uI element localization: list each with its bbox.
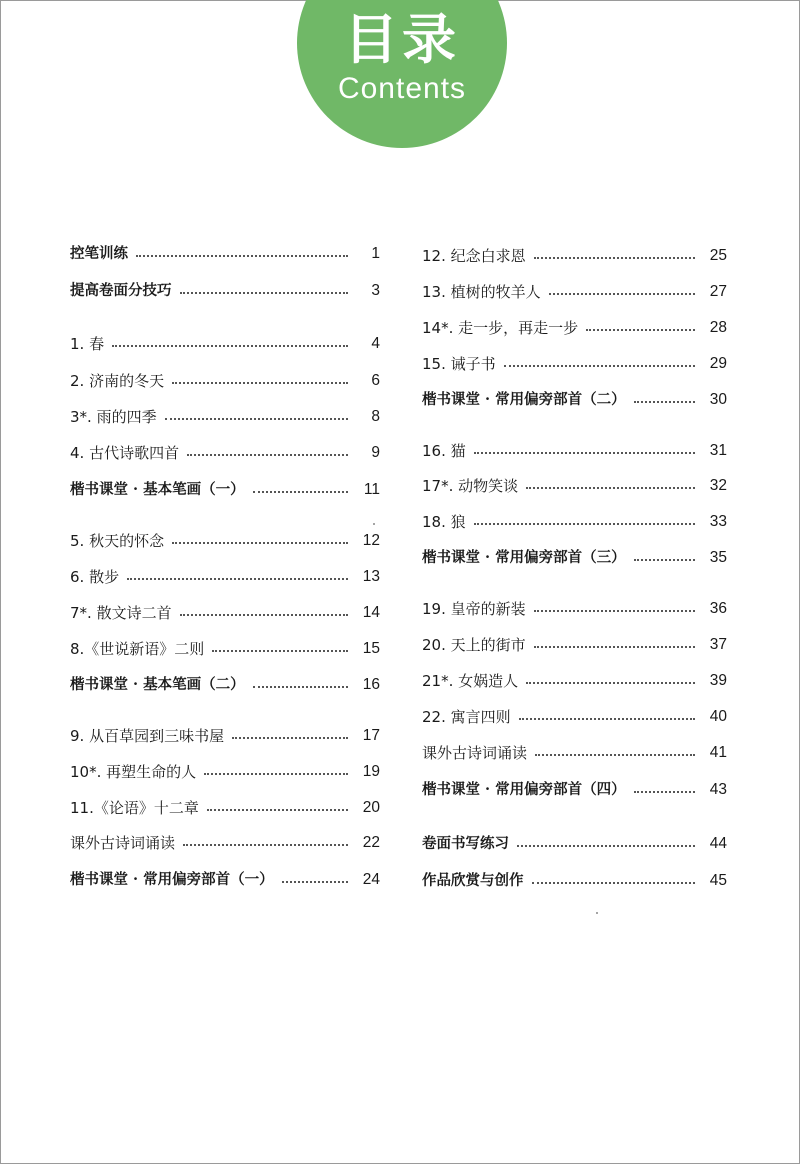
dot-leader bbox=[187, 454, 348, 456]
toc-entry[interactable] bbox=[70, 277, 380, 305]
toc-entry-page-number: 22 bbox=[362, 834, 380, 851]
toc-entry-title: 7*. 散文诗二首 bbox=[70, 604, 172, 622]
toc-entry-page-number: 40 bbox=[709, 708, 727, 725]
toc-entry[interactable] bbox=[70, 599, 380, 627]
dot-leader bbox=[180, 292, 349, 294]
toc-entry-page-number: 12 bbox=[362, 532, 380, 549]
toc-entry[interactable] bbox=[70, 439, 380, 467]
dot-leader bbox=[519, 718, 695, 720]
page-subtitle: Contents bbox=[337, 72, 467, 105]
dot-leader bbox=[534, 257, 695, 259]
toc-entry[interactable] bbox=[422, 314, 727, 342]
toc-entry-title: 2. 济南的冬天 bbox=[70, 372, 165, 390]
toc-entry[interactable] bbox=[422, 867, 727, 895]
toc-entry-page-number: 24 bbox=[362, 871, 380, 888]
toc-entry[interactable] bbox=[70, 367, 380, 395]
toc-entry-title: 10*. 再塑生命的人 bbox=[70, 763, 197, 781]
toc-entry[interactable] bbox=[70, 563, 380, 591]
toc-entry[interactable] bbox=[422, 278, 727, 306]
toc-entry[interactable] bbox=[422, 508, 727, 536]
toc-entry-page-number: 33 bbox=[709, 513, 727, 530]
toc-entry-page-number: 39 bbox=[709, 672, 727, 689]
toc-entry-page-number: 44 bbox=[709, 835, 727, 852]
toc-entry-page-number: 9 bbox=[371, 444, 380, 461]
toc-entry[interactable] bbox=[422, 472, 727, 500]
toc-entry[interactable] bbox=[70, 671, 380, 699]
dot-leader bbox=[634, 401, 695, 403]
toc-entry[interactable] bbox=[70, 794, 380, 822]
dot-leader bbox=[112, 345, 348, 347]
dot-leader bbox=[634, 791, 695, 793]
dot-leader bbox=[526, 487, 695, 489]
toc-entry[interactable] bbox=[422, 631, 727, 659]
page-title: 目录 bbox=[344, 8, 460, 71]
toc-entry-title: 楷书课堂 · 基本笔画（一） bbox=[70, 481, 245, 498]
toc-entry[interactable] bbox=[70, 635, 380, 663]
print-speck bbox=[373, 523, 375, 525]
toc-entry[interactable] bbox=[422, 437, 727, 465]
toc-entry[interactable] bbox=[422, 667, 727, 695]
toc-entry-title: 楷书课堂 · 常用偏旁部首（一） bbox=[70, 871, 274, 888]
toc-entry-page-number: 14 bbox=[362, 604, 380, 621]
toc-entry-title: 12. 纪念白求恩 bbox=[422, 247, 526, 265]
toc-entry-page-number: 28 bbox=[709, 319, 727, 336]
toc-entry-page-number: 8 bbox=[371, 408, 380, 425]
toc-entry-page-number: 36 bbox=[709, 600, 727, 617]
toc-entry[interactable] bbox=[70, 527, 380, 555]
toc-entry-title: 楷书课堂 · 常用偏旁部首（三） bbox=[422, 549, 626, 566]
toc-entry-title: 6. 散步 bbox=[70, 568, 120, 586]
toc-entry-page-number: 35 bbox=[709, 549, 727, 566]
dot-leader bbox=[535, 754, 695, 756]
dot-leader bbox=[204, 773, 348, 775]
toc-entry-page-number: 43 bbox=[709, 781, 727, 798]
toc-entry[interactable] bbox=[422, 386, 727, 414]
toc-entry[interactable] bbox=[70, 829, 380, 857]
toc-entry-title: 1. 春 bbox=[70, 335, 105, 353]
toc-entry[interactable] bbox=[422, 350, 727, 378]
toc-entry-title: 5. 秋天的怀念 bbox=[70, 532, 165, 550]
toc-entry[interactable] bbox=[422, 830, 727, 858]
toc-entry-page-number: 11 bbox=[363, 481, 380, 498]
toc-entry-page-number: 37 bbox=[709, 636, 727, 653]
toc-entry-page-number: 29 bbox=[709, 355, 727, 372]
dot-leader bbox=[253, 686, 348, 688]
toc-entry-page-number: 3 bbox=[371, 282, 380, 299]
toc-entry[interactable] bbox=[70, 330, 380, 358]
toc-entry-title: 18. 狼 bbox=[422, 513, 466, 531]
dot-leader bbox=[586, 329, 695, 331]
toc-entry-title: 21*. 女娲造人 bbox=[422, 672, 519, 690]
toc-entry-title: 11.《论语》十二章 bbox=[70, 799, 199, 817]
toc-entry[interactable] bbox=[70, 722, 380, 750]
dot-leader bbox=[165, 418, 348, 420]
toc-entry-title: 课外古诗词诵读 bbox=[70, 834, 176, 852]
toc-entry[interactable] bbox=[70, 240, 380, 268]
toc-entry-title: 作品欣赏与创作 bbox=[422, 872, 524, 889]
toc-entry-title: 楷书课堂 · 常用偏旁部首（二） bbox=[422, 391, 626, 408]
toc-entry-title: 17*. 动物笑谈 bbox=[422, 477, 519, 495]
dot-leader bbox=[517, 845, 695, 847]
dot-leader bbox=[172, 382, 348, 384]
toc-entry-page-number: 45 bbox=[709, 872, 727, 889]
dot-leader bbox=[136, 255, 348, 257]
toc-entry-page-number: 6 bbox=[371, 372, 380, 389]
toc-entry[interactable] bbox=[422, 544, 727, 572]
toc-entry[interactable] bbox=[70, 403, 380, 431]
toc-entry-title: 控笔训练 bbox=[70, 245, 128, 262]
dot-leader bbox=[534, 610, 695, 612]
toc-entry[interactable] bbox=[422, 776, 727, 804]
dot-leader bbox=[172, 542, 348, 544]
dot-leader bbox=[549, 293, 695, 295]
toc-entry-page-number: 17 bbox=[362, 727, 380, 744]
dot-leader bbox=[282, 881, 348, 883]
toc-entry[interactable] bbox=[70, 866, 380, 894]
toc-entry-title: 8.《世说新语》二则 bbox=[70, 640, 205, 658]
toc-entry-page-number: 27 bbox=[709, 283, 727, 300]
toc-entry-title: 15. 诫子书 bbox=[422, 355, 496, 373]
toc-entry-title: 课外古诗词诵读 bbox=[422, 744, 528, 762]
toc-entry-title: 13. 植树的牧羊人 bbox=[422, 283, 541, 301]
toc-entry-page-number: 32 bbox=[709, 477, 727, 494]
dot-leader bbox=[634, 559, 695, 561]
toc-entry-title: 16. 猫 bbox=[422, 442, 466, 460]
toc-entry-title: 楷书课堂 · 基本笔画（二） bbox=[70, 676, 245, 693]
toc-entry-title: 楷书课堂 · 常用偏旁部首（四） bbox=[422, 781, 626, 798]
print-speck bbox=[596, 912, 598, 914]
toc-entry-title: 19. 皇帝的新装 bbox=[422, 600, 526, 618]
toc-entry-page-number: 20 bbox=[362, 799, 380, 816]
toc-entry-page-number: 30 bbox=[709, 391, 727, 408]
toc-entry[interactable] bbox=[70, 476, 380, 504]
toc-entry-page-number: 25 bbox=[709, 247, 727, 264]
toc-entry-title: 20. 天上的街市 bbox=[422, 636, 526, 654]
toc-entry-title: 4. 古代诗歌四首 bbox=[70, 444, 180, 462]
toc-entry-title: 3*. 雨的四季 bbox=[70, 408, 157, 426]
dot-leader bbox=[504, 365, 695, 367]
toc-entry[interactable] bbox=[422, 242, 727, 270]
dot-leader bbox=[474, 452, 695, 454]
dot-leader bbox=[526, 682, 695, 684]
dot-leader bbox=[207, 809, 348, 811]
dot-leader bbox=[253, 491, 348, 493]
dot-leader bbox=[534, 646, 695, 648]
toc-entry-page-number: 41 bbox=[709, 744, 727, 761]
toc-entry[interactable] bbox=[422, 703, 727, 731]
toc-entry[interactable] bbox=[422, 595, 727, 623]
toc-entry[interactable] bbox=[422, 739, 727, 767]
toc-entry-title: 卷面书写练习 bbox=[422, 835, 509, 852]
dot-leader bbox=[180, 614, 348, 616]
dot-leader bbox=[183, 844, 348, 846]
toc-entry-page-number: 16 bbox=[362, 676, 380, 693]
toc-entry-page-number: 1 bbox=[371, 245, 380, 262]
toc-entry-title: 22. 寓言四则 bbox=[422, 708, 511, 726]
dot-leader bbox=[532, 882, 696, 884]
toc-entry-title: 提高卷面分技巧 bbox=[70, 282, 172, 299]
toc-entry-page-number: 13 bbox=[362, 568, 380, 585]
dot-leader bbox=[474, 523, 695, 525]
toc-entry-page-number: 19 bbox=[362, 763, 380, 780]
dot-leader bbox=[127, 578, 348, 580]
toc-entry[interactable] bbox=[70, 758, 380, 786]
toc-entry-page-number: 15 bbox=[362, 640, 380, 657]
toc-entry-title: 9. 从百草园到三味书屋 bbox=[70, 727, 225, 745]
toc-entry-title: 14*. 走一步，再走一步 bbox=[422, 319, 579, 337]
dot-leader bbox=[232, 737, 348, 739]
toc-entry-page-number: 31 bbox=[709, 442, 727, 459]
toc-entry-page-number: 4 bbox=[371, 335, 380, 352]
dot-leader bbox=[212, 650, 348, 652]
